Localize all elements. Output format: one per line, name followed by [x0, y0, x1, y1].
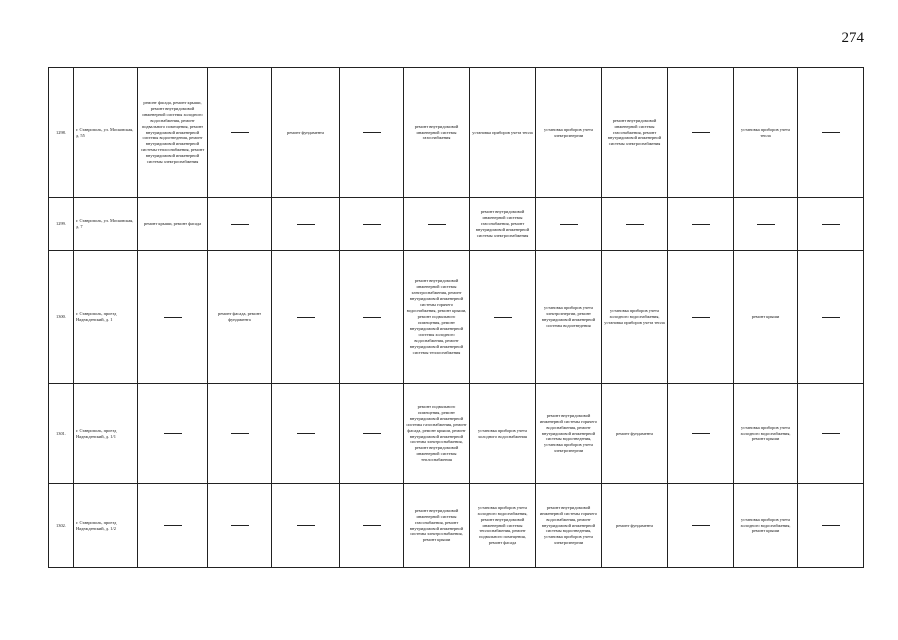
table-row — [49, 251, 864, 384]
repair-schedule-table — [48, 67, 864, 568]
empty-cell — [668, 384, 734, 484]
empty-cell — [138, 384, 208, 484]
dash-mark — [231, 525, 249, 526]
dash-mark — [231, 132, 249, 133]
empty-cell — [798, 68, 864, 198]
dash-mark — [363, 433, 381, 434]
dash-mark — [297, 433, 315, 434]
page-number: 274 — [841, 30, 864, 46]
empty-cell — [208, 198, 272, 251]
address-cell: г. Ставрополь, проезд Надежденский, д. 1/1 — [74, 384, 138, 484]
row-number: 1299. — [49, 198, 74, 251]
row-number: 1298. — [49, 68, 74, 198]
empty-cell — [138, 484, 208, 568]
empty-cell — [404, 198, 470, 251]
empty-cell — [138, 251, 208, 384]
work-type-cell: установка приборов учета холодного водоснабжения, ремонт внутридомовой инженерной системы теплоснабжения, ремонт подвального помещения, ремонт фасада — [470, 484, 536, 568]
empty-cell — [340, 384, 404, 484]
empty-cell — [668, 251, 734, 384]
dash-mark — [692, 433, 710, 434]
dash-mark — [231, 224, 249, 225]
dash-mark — [822, 132, 840, 133]
work-type-cell: ремонт внутридомовой инженерной системы газоснабжения, ремонт внутридомовой инженерной системы электроснабжения, ремонт крыши — [404, 484, 470, 568]
work-type-cell: ремонт фасада, ремонт фундамента — [208, 251, 272, 384]
empty-cell — [272, 384, 340, 484]
empty-cell — [340, 484, 404, 568]
dash-mark — [363, 132, 381, 133]
empty-cell — [272, 198, 340, 251]
dash-mark — [363, 317, 381, 318]
dash-mark — [822, 317, 840, 318]
empty-cell — [734, 198, 798, 251]
empty-cell — [536, 198, 602, 251]
work-type-cell: установка приборов учета электроэнергии, ремонт внутридомовой инженерной системы водоотведения — [536, 251, 602, 384]
dash-mark — [692, 525, 710, 526]
row-number: 1302. — [49, 484, 74, 568]
work-type-cell: ремонт фундамента — [602, 484, 668, 568]
work-type-cell: установка приборов учета тепла — [734, 68, 798, 198]
work-type-cell: ремонт крыши, ремонт фасада — [138, 198, 208, 251]
dash-mark — [231, 433, 249, 434]
work-type-cell: ремонт подвального помещения, ремонт внутридомовой инженерной системы газоснабжения, ремонт фасада, ремонт крыши, ремонт внутридомовой инженерной системы электроснабжения, ремонт внутридомовой инженерной системы теплоснабжения — [404, 384, 470, 484]
table-row — [49, 198, 864, 251]
dash-mark — [363, 224, 381, 225]
work-type-cell: установка приборов учета тепла — [470, 68, 536, 198]
empty-cell — [208, 68, 272, 198]
dash-mark — [560, 224, 578, 225]
work-type-cell: ремонт внутридомовой инженерной системы горячего водоснабжения, ремонт внутридомовой инженерной системы водоотведения, установка приборов учета электроэнергии — [536, 384, 602, 484]
work-type-cell: ремонт внутридомовой инженерной системы газоснабжения, ремонт внутридомовой инженерной системы электроснабжения — [470, 198, 536, 251]
empty-cell — [798, 384, 864, 484]
empty-cell — [668, 68, 734, 198]
work-type-cell: ремонт крыши — [734, 251, 798, 384]
work-type-cell: установка приборов учета холодного водоснабжения, ремонт крыши — [734, 484, 798, 568]
work-type-cell: ремонт внутридомовой инженерной системы электроснабжения, ремонт внутридомовой инженерной системы горячего водоснабжения, ремонт крыши, ремонт подвального помещения, ремонт внутридомовой инженерной системы холодного водоснабжения, ремонт внутридомовой инженерной системы теплоснабжения — [404, 251, 470, 384]
dash-mark — [297, 317, 315, 318]
dash-mark — [626, 224, 644, 225]
address-cell: г. Ставрополь, проезд Надежденский, д. 1/2 — [74, 484, 138, 568]
dash-mark — [822, 525, 840, 526]
work-type-cell: установка приборов учета холодного водоснабжения — [470, 384, 536, 484]
dash-mark — [164, 525, 182, 526]
table-row — [49, 68, 864, 198]
table-row — [49, 484, 864, 568]
empty-cell — [798, 251, 864, 384]
empty-cell — [798, 484, 864, 568]
dash-mark — [822, 433, 840, 434]
empty-cell — [340, 251, 404, 384]
dash-mark — [428, 224, 446, 225]
work-type-cell: ремонт внутридомовой инженерной системы газоснабжения, ремонт внутридомовой инженерной системы электроснабжения — [602, 68, 668, 198]
work-type-cell: ремонт фундамента — [602, 384, 668, 484]
dash-mark — [297, 224, 315, 225]
dash-mark — [494, 317, 512, 318]
work-type-cell: ремонт фасада, ремонт крыши, ремонт внутридомовой инженерной системы холодного водоснабжения, ремонт подвального помещения, ремонт внутридомовой инженерной системы водоотведения, ремонт внутридомовой инженерной системы теплоснабжения, ремонт внутридомовой инженерной системы электроснабжения — [138, 68, 208, 198]
empty-cell — [668, 484, 734, 568]
work-type-cell: ремонт внутридомовой инженерной системы газоснабжения — [404, 68, 470, 198]
dash-mark — [822, 224, 840, 225]
dash-mark — [757, 224, 775, 225]
work-type-cell: установка приборов учета холодного водоснабжения, установка приборов учета тепла — [602, 251, 668, 384]
empty-cell — [340, 68, 404, 198]
dash-mark — [363, 525, 381, 526]
row-number: 1301. — [49, 384, 74, 484]
empty-cell — [340, 198, 404, 251]
empty-cell — [602, 198, 668, 251]
empty-cell — [668, 198, 734, 251]
empty-cell — [798, 198, 864, 251]
empty-cell — [208, 484, 272, 568]
address-cell: г. Ставрополь, проезд Надежденский, д. 1 — [74, 251, 138, 384]
empty-cell — [470, 251, 536, 384]
dash-mark — [164, 317, 182, 318]
dash-mark — [692, 317, 710, 318]
row-number: 1300. — [49, 251, 74, 384]
work-type-cell: ремонт внутридомовой инженерной системы горячего водоснабжения, ремонт внутридомовой инженерной системы водоотведения, установка приборов учета электроэнергии — [536, 484, 602, 568]
empty-cell — [208, 384, 272, 484]
table-body — [49, 68, 864, 568]
table-row — [49, 384, 864, 484]
address-cell: г. Ставрополь, ул. Московская, д. 7 — [74, 198, 138, 251]
address-cell: г. Ставрополь, ул. Московская, д. 55 — [74, 68, 138, 198]
dash-mark — [164, 433, 182, 434]
empty-cell — [272, 251, 340, 384]
dash-mark — [692, 224, 710, 225]
work-type-cell: установка приборов учета холодного водоснабжения, ремонт крыши — [734, 384, 798, 484]
dash-mark — [692, 132, 710, 133]
empty-cell — [272, 484, 340, 568]
dash-mark — [297, 525, 315, 526]
work-type-cell: установка приборов учета электроэнергии — [536, 68, 602, 198]
work-type-cell: ремонт фундамента — [272, 68, 340, 198]
